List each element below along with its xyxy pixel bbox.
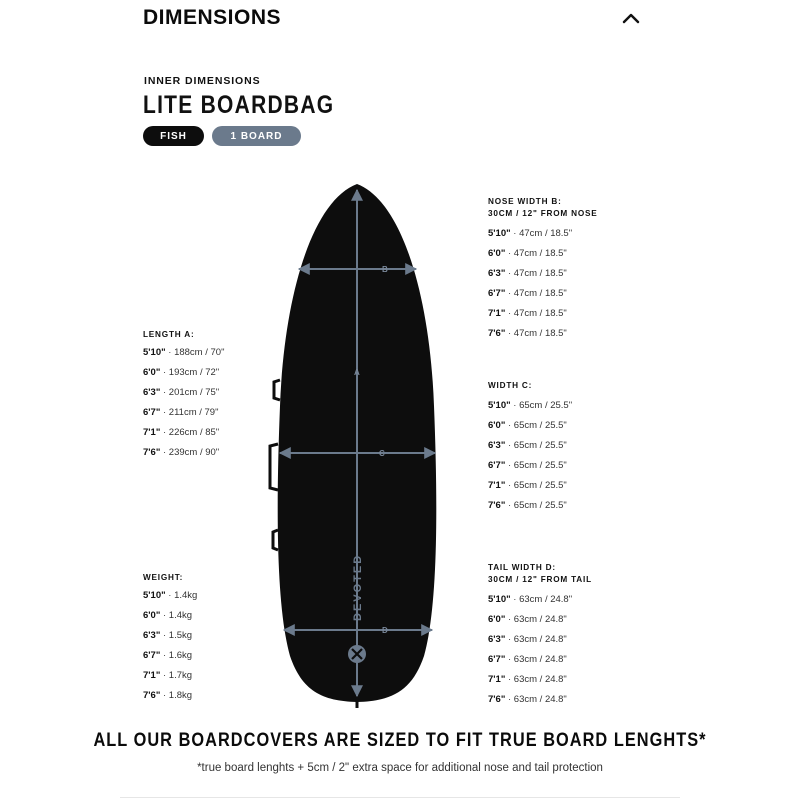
marker-b: B — [382, 265, 388, 274]
spec-value: 65cm / 25.5" — [513, 480, 567, 491]
section-title: DIMENSIONS — [143, 6, 282, 29]
spec-row: 7'1" · 1.7kg — [143, 670, 193, 681]
length-spec-list — [143, 343, 224, 463]
spec-value: 47cm / 18.5" — [513, 268, 567, 279]
spec-row: 5'10" · 63cm / 24.8" — [488, 594, 573, 605]
spec-size: 6'3" — [488, 440, 506, 451]
brand-wordmark: DEVOTED — [352, 553, 364, 621]
tail-width-spec-list — [488, 590, 592, 710]
marker-d: D — [382, 626, 388, 635]
marker-c: C — [379, 449, 385, 458]
spec-size: 5'10" — [143, 590, 166, 601]
spec-size: 6'0" — [143, 367, 161, 378]
spec-size: 6'7" — [143, 650, 161, 661]
spec-size: 7'1" — [488, 480, 506, 491]
spec-value: 65cm / 25.5" — [513, 460, 567, 471]
spec-size: 7'1" — [143, 427, 161, 438]
spec-size: 5'10" — [488, 228, 511, 239]
spec-row: 6'3" · 65cm / 25.5" — [488, 440, 567, 451]
spec-row: 7'6" · 47cm / 18.5" — [488, 328, 567, 339]
spec-size: 6'0" — [488, 614, 506, 625]
nose-width-spec-list — [488, 224, 598, 344]
spec-row: 6'0" · 65cm / 25.5" — [488, 420, 567, 431]
brand-logo-icon — [348, 645, 366, 663]
spec-value: 63cm / 24.8" — [513, 674, 567, 685]
spec-row: 6'0" · 1.4kg — [143, 610, 193, 621]
spec-value: 47cm / 18.5" — [513, 248, 567, 259]
spec-size: 6'0" — [143, 610, 161, 621]
spec-value: 1.4kg — [174, 590, 198, 601]
spec-value: 47cm / 18.5" — [513, 328, 567, 339]
spec-row: 6'3" · 201cm / 75" — [143, 387, 220, 398]
spec-value: 47cm / 18.5" — [519, 228, 573, 239]
spec-size: 7'6" — [143, 447, 161, 458]
spec-size: 5'10" — [488, 400, 511, 411]
spec-size: 7'6" — [143, 690, 161, 701]
spec-value: 63cm / 24.8" — [513, 614, 567, 625]
spec-value: 1.8kg — [168, 690, 193, 701]
spec-row: 7'1" · 63cm / 24.8" — [488, 674, 567, 685]
spec-row: 7'1" · 226cm / 85" — [143, 427, 220, 438]
spec-row: 5'10" · 65cm / 25.5" — [488, 400, 573, 411]
spec-size: 6'3" — [488, 634, 506, 645]
spec-value: 63cm / 24.8" — [519, 594, 573, 605]
spec-row: 6'7" · 65cm / 25.5" — [488, 460, 567, 471]
tail-width-spec — [488, 562, 592, 710]
length-spec-title: LENGTH A: — [143, 330, 195, 339]
spec-size: 7'1" — [488, 308, 506, 319]
nose-width-spec-subtitle: 30CM / 12" FROM NOSE — [488, 209, 598, 218]
product-title: LITE BOARDBAG — [143, 91, 335, 119]
divider — [120, 797, 680, 798]
weight-spec-title: WEIGHT: — [143, 573, 184, 582]
spec-row: 6'7" · 47cm / 18.5" — [488, 288, 567, 299]
footer-note: *true board lenghts + 5cm / 2" extra space for additional nose and tail protection — [197, 762, 603, 774]
footer-title: ALL OUR BOARDCOVERS ARE SIZED TO FIT TRUE BOARD LENGHTS* — [93, 730, 707, 751]
spec-row: 7'6" · 63cm / 24.8" — [488, 694, 567, 705]
spec-value: 1.4kg — [168, 610, 193, 621]
spec-value: 47cm / 18.5" — [513, 308, 567, 319]
spec-size: 6'3" — [143, 387, 161, 398]
spec-size: 6'0" — [488, 248, 506, 259]
spec-value: 63cm / 24.8" — [513, 694, 567, 705]
spec-value: 65cm / 25.5" — [513, 500, 567, 511]
spec-value: 65cm / 25.5" — [513, 420, 567, 431]
spec-row: 5'10" · 1.4kg — [143, 590, 198, 601]
spec-size: 5'10" — [488, 594, 511, 605]
spec-size: 5'10" — [143, 347, 166, 358]
chevron-up-icon — [619, 8, 643, 28]
spec-row: 7'6" · 239cm / 90" — [143, 447, 220, 458]
boardbag-diagram — [262, 176, 452, 712]
weight-spec — [143, 572, 197, 706]
spec-row: 7'1" · 47cm / 18.5" — [488, 308, 567, 319]
spec-value: 226cm / 85" — [168, 427, 220, 438]
spec-size: 7'6" — [488, 328, 506, 339]
spec-size: 6'7" — [488, 288, 506, 299]
spec-size: 7'1" — [488, 674, 506, 685]
spec-size: 6'0" — [488, 420, 506, 431]
spec-value: 1.5kg — [168, 630, 193, 641]
nose-width-spec-title: NOSE WIDTH B: — [488, 197, 562, 206]
spec-size: 7'6" — [488, 500, 506, 511]
tail-width-spec-title: TAIL WIDTH D: — [488, 563, 556, 572]
spec-row: 6'7" · 1.6kg — [143, 650, 193, 661]
spec-size: 7'6" — [488, 694, 506, 705]
product-subtitle: INNER DIMENSIONS — [144, 75, 261, 87]
spec-value: 1.6kg — [168, 650, 193, 661]
spec-value: 65cm / 25.5" — [519, 400, 573, 411]
spec-row: 5'10" · 188cm / 70" — [143, 347, 225, 358]
nose-width-spec — [488, 196, 598, 344]
spec-row: 6'0" · 47cm / 18.5" — [488, 248, 567, 259]
spec-row: 6'3" · 1.5kg — [143, 630, 193, 641]
spec-row: 6'0" · 63cm / 24.8" — [488, 614, 567, 625]
spec-row: 6'0" · 193cm / 72" — [143, 367, 220, 378]
tag-board-count: 1 BOARD — [212, 126, 301, 146]
spec-row: 6'3" · 47cm / 18.5" — [488, 268, 567, 279]
spec-size: 6'3" — [143, 630, 161, 641]
spec-value: 188cm / 70" — [174, 347, 225, 358]
spec-size: 6'7" — [488, 460, 506, 471]
spec-value: 47cm / 18.5" — [513, 288, 567, 299]
spec-value: 239cm / 90" — [168, 447, 220, 458]
spec-row: 6'7" · 63cm / 24.8" — [488, 654, 567, 665]
spec-size: 6'7" — [143, 407, 161, 418]
collapse-button[interactable] — [619, 8, 643, 28]
spec-row: 7'6" · 1.8kg — [143, 690, 193, 701]
weight-spec-list — [143, 586, 197, 706]
spec-value: 193cm / 72" — [168, 367, 220, 378]
spec-row: 7'6" · 65cm / 25.5" — [488, 500, 567, 511]
tail-width-spec-subtitle: 30CM / 12" FROM TAIL — [488, 575, 592, 584]
spec-value: 63cm / 24.8" — [513, 654, 567, 665]
spec-value: 65cm / 25.5" — [513, 440, 567, 451]
spec-row: 6'7" · 211cm / 79" — [143, 407, 219, 418]
spec-size: 7'1" — [143, 670, 161, 681]
spec-value: 1.7kg — [168, 670, 193, 681]
spec-row: 5'10" · 47cm / 18.5" — [488, 228, 573, 239]
width-spec-list — [488, 396, 572, 516]
width-spec — [488, 380, 572, 516]
length-spec — [143, 329, 224, 463]
marker-a: A — [354, 368, 360, 377]
spec-size: 6'7" — [488, 654, 506, 665]
spec-value: 63cm / 24.8" — [513, 634, 567, 645]
spec-size: 6'3" — [488, 268, 506, 279]
tag-fish: FISH — [143, 126, 204, 146]
spec-row: 6'3" · 63cm / 24.8" — [488, 634, 567, 645]
spec-value: 211cm / 79" — [168, 407, 219, 418]
width-spec-title: WIDTH C: — [488, 381, 533, 390]
spec-row: 7'1" · 65cm / 25.5" — [488, 480, 567, 491]
spec-value: 201cm / 75" — [168, 387, 220, 398]
